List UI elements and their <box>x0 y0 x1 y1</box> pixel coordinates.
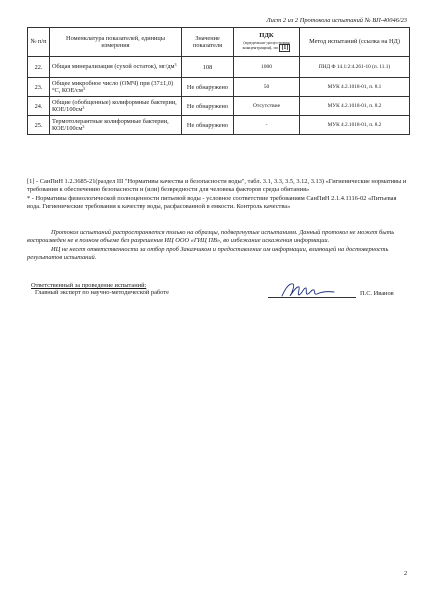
row-number: 22. <box>28 57 50 78</box>
table-row <box>28 116 410 135</box>
results-table <box>27 27 410 135</box>
footnote-asterisk: * - Нормативы физиологической полноценности питьевой воды - условное соответствие требованиям СанПиН 2.1.4.1116-02 «Питьевая вода. Гигиенические требования к качеству воды, расфасованной в емкости. Контроль качества» <box>27 194 397 210</box>
disclaimer-liability: ИЦ не несет ответственности за отбор проб Заказчиком и предоставление им информации, влияющей на достоверность результатов испытаний. <box>27 245 389 261</box>
row-number: 23. <box>28 78 50 97</box>
footnotes <box>27 178 411 211</box>
col-header-value: Значение показателя <box>182 28 234 57</box>
row-value: Не обнаружено <box>182 97 234 116</box>
unit-superscript: 3 <box>82 124 85 129</box>
unit-superscript: 3 <box>82 86 85 91</box>
footnote-sanpin: [1] - СанПиН 1.2.3685-21(раздел III "Нормативы качества и безопасности воды", табл. 3.1, 3.3, 3.5, 3.12, 3.13) «Гигиенические нормативы и требования к обеспечению безопасности и (или) безвредности для человека факторов среды обитания» <box>27 178 407 194</box>
disclaimer-scope: Протокол испытаний распространяется только на образцы, подвергнутые испытаниям. Данный протокол не может быть воспроизведен не в полном объеме без разрешения ИЦ ООО «ГИЦ ПВ», во избежание искажения информации. <box>27 229 395 245</box>
row-number: 24. <box>28 97 50 116</box>
signature-line <box>268 297 356 298</box>
signatory-name: П.С. Иванов <box>360 290 394 297</box>
table-row <box>28 97 410 116</box>
indicator-text: Общее микробное число (ОМЧ) при (37±1,0)°С, КОЕ/см <box>52 79 174 94</box>
table-row <box>28 57 410 78</box>
row-indicator <box>50 57 182 78</box>
col-header-pdk <box>234 28 300 57</box>
indicator-text: Общие (обобщенные) колиформные бактерии, КОЕ/100см <box>52 98 177 113</box>
responsible-role: Главный эксперт по научно-методической работе <box>35 289 169 296</box>
protocol-disclaimer <box>27 229 411 262</box>
row-indicator <box>50 97 182 116</box>
responsible-block <box>31 282 169 296</box>
col-header-num: № п/п <box>28 28 50 57</box>
row-value: Не обнаружено <box>182 78 234 97</box>
row-value: 108 <box>182 57 234 78</box>
row-indicator <box>50 116 182 135</box>
row-pdk: Отсутствие <box>234 97 300 116</box>
row-method: МУК 4.2.1018-01, п. 8.2 <box>300 116 410 135</box>
row-value: Не обнаружено <box>182 116 234 135</box>
row-method: ПНД Ф 14.1:2:4.261-10 (п. 11.1) <box>300 57 410 78</box>
indicator-text: Термотолерантные колиформные бактерии, КОЕ/100см <box>52 117 169 132</box>
row-number: 25. <box>28 116 50 135</box>
responsible-title: Ответственный за проведение испытаний: <box>31 282 147 289</box>
row-method: МУК 4.2.1018-01, п. 8.1 <box>300 78 410 97</box>
sheet-header: Лист 2 из 2 Протокола испытаний № ВП-40046/23 <box>266 17 407 24</box>
row-indicator <box>50 78 182 97</box>
row-pdk: 1000 <box>234 57 300 78</box>
page-number: 2 <box>404 570 408 577</box>
table-header-row <box>28 28 410 57</box>
row-method: МУК 4.2.1018-01, п. 8.2 <box>300 97 410 116</box>
pdk-reference: [1] <box>281 44 289 51</box>
col-header-method: Метод испытаний (ссылка на НД) <box>300 28 410 57</box>
unit-superscript: 3 <box>174 62 177 68</box>
col-header-name: Номенклатура показателей, единицы измерения <box>50 28 182 57</box>
row-pdk: 50 <box>234 78 300 97</box>
table-row <box>28 78 410 97</box>
row-pdk: - <box>234 116 300 135</box>
unit-superscript: 3 <box>82 105 85 110</box>
indicator-text: Общая минерализация (сухой остаток), мг/дм <box>52 63 175 71</box>
pdk-subtitle: (предельно-допустимая концентрация), по <box>242 39 290 50</box>
pdk-title: ПДК <box>259 32 274 40</box>
